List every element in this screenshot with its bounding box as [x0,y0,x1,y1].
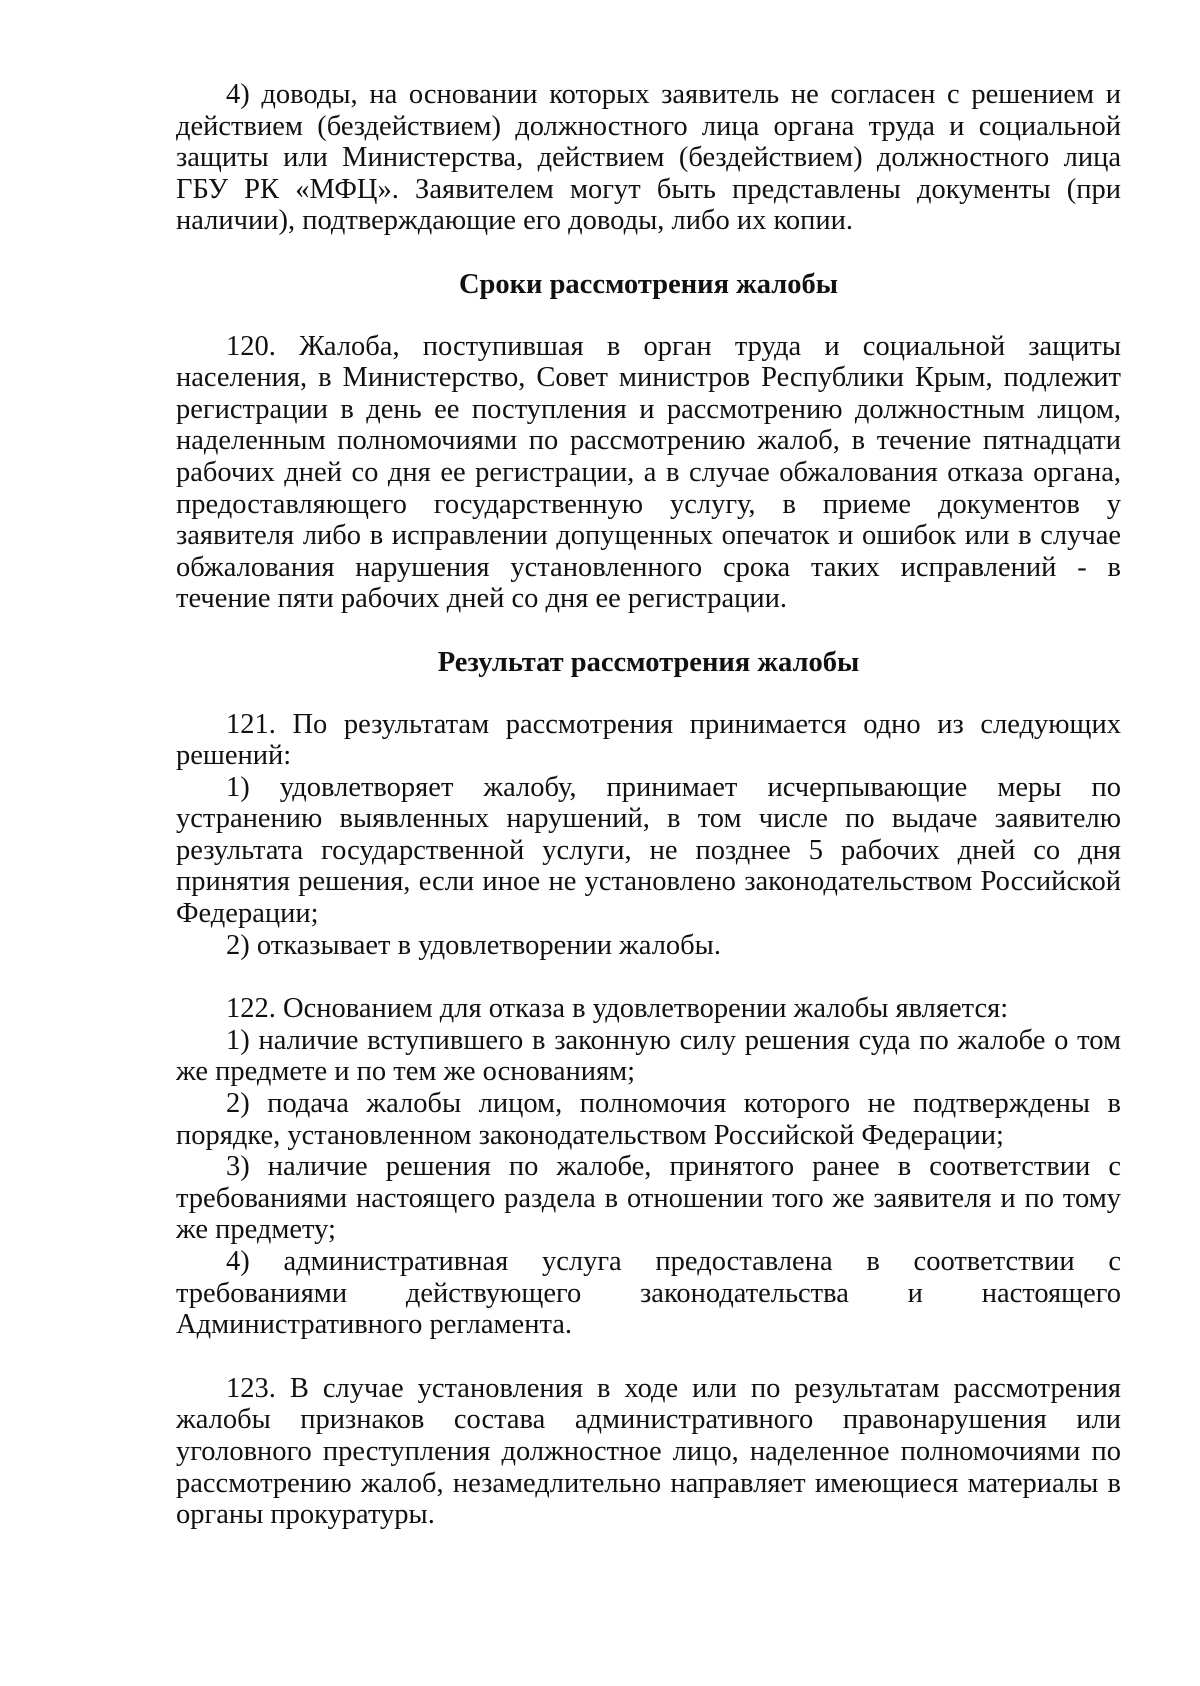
paragraph-122-item-4: 4) административная услуга предоставлена в соответствии с требованиями действующего законодательства и настоящего Административного регламента. [176,1246,1121,1341]
paragraph-122-item-2: 2) подача жалобы лицом, полномочия которого не подтверждены в порядке, установленном законодательством Российской Федерации; [176,1088,1121,1151]
paragraph-121-item-1: 1) удовлетворяет жалобу, принимает исчерпывающие меры по устранению выявленных нарушений, в том числе по выдаче заявителю результата государственной услуги, не позднее 5 рабочих дней со дня принятия решения, если иное не установлено законодательством Российской Федерации; [176,771,1121,930]
paragraph-121-item-2: 2) отказывает в удовлетворении жалобы. [226,929,721,961]
paragraph-120: 120. Жалоба, поступившая в орган труда и социальной защиты населения, в Министерство, Совет министров Республики Крым, подлежит регистрации в день ее поступления и рассмотрению должностным лицом, наделенным полномочиями по рассмотрению жалоб, в течение пятнадцати рабочих дней со дня ее регистрации, а в случае обжалования отказа органа, предоставляющего государственную услугу, в приеме документов у заявителя либо в исправлении допущенных опечаток и ошибок или в случае обжалования нарушения установленного срока таких исправлений - в течение пяти рабочих дней со дня ее регистрации. [176,330,1121,615]
paragraph-122-item-1: 1) наличие вступившего в законную силу решения суда по жалобе о том же предмете и по тем же основаниям; [176,1024,1121,1088]
paragraph-122: 122. Основанием для отказа в удовлетворении жалобы является: [226,993,1009,1025]
document-body [176,79,1121,1531]
paragraph-item-4-arguments: 4) доводы, на основании которых заявитель не согласен с решением и действием (бездействием) должностного лица органа труда и социальной защиты или Министерства, действием (бездействием) должностного лица ГБУ РК «МФЦ». Заявителем могут быть представлены документы (при наличии), подтверждающие его доводы, либо их копии. [176,79,1121,237]
paragraph-123: 123. В случае установления в ходе или по результатам рассмотрения жалобы признаков состава административного правонарушения или уголовного преступления должностное лицо, наделенное полномочиями по рассмотрению жалоб, незамедлительно направляет имеющиеся материалы в органы прокуратуры. [176,1372,1121,1531]
section-heading-review-terms: Сроки рассмотрения жалобы [458,268,839,300]
paragraph-122-item-3: 3) наличие решения по жалобе, принятого ранее в соответствии с требованиями настоящего раздела в отношении того же заявителя и по тому же предмету; [176,1151,1121,1246]
paragraph-121: 121. По результатам рассмотрения принимается одно из следующих решений: [176,708,1121,772]
section-heading-review-result: Результат рассмотрения жалобы [437,646,860,678]
